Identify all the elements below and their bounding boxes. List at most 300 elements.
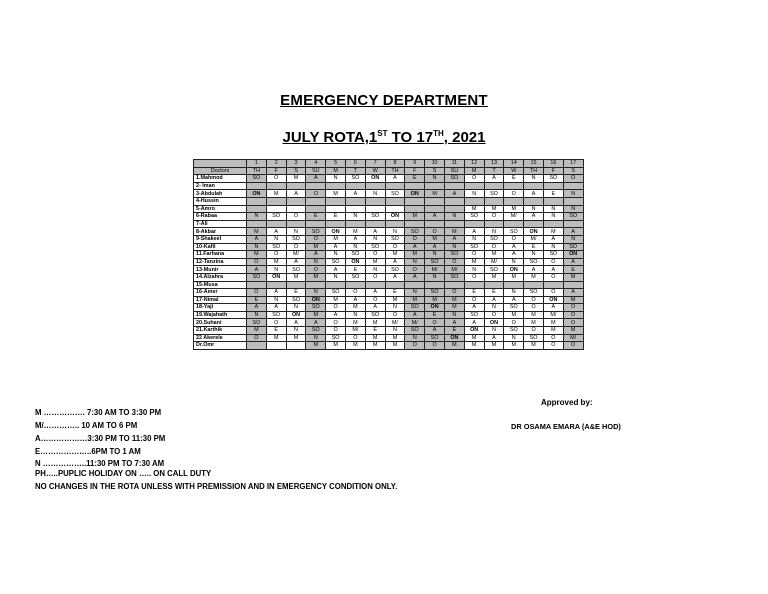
shift-cell: SO bbox=[385, 266, 405, 274]
shift-cell bbox=[326, 197, 346, 205]
shift-cell: M/ bbox=[444, 266, 464, 274]
shift-cell bbox=[464, 281, 484, 289]
shift-cell: O bbox=[484, 311, 504, 319]
date-header: 7 bbox=[365, 160, 385, 168]
shift-cell: N bbox=[543, 243, 563, 251]
shift-cell bbox=[444, 220, 464, 228]
shift-cell bbox=[306, 281, 326, 289]
shift-cell: SO bbox=[484, 266, 504, 274]
shift-cell bbox=[247, 220, 267, 228]
rota-subtitle bbox=[0, 129, 768, 146]
shift-cell: O bbox=[326, 304, 346, 312]
shift-cell: A bbox=[405, 311, 425, 319]
shift-cell: N bbox=[385, 327, 405, 335]
doctor-row bbox=[194, 175, 584, 183]
shift-cell: SO bbox=[326, 258, 346, 266]
shift-cell: N bbox=[266, 235, 286, 243]
doctor-name: 3-Abdulah bbox=[194, 190, 247, 198]
shift-cell: A bbox=[504, 296, 524, 304]
shift-cell: N bbox=[543, 213, 563, 221]
shift-cell: N bbox=[306, 289, 326, 297]
legend-line-ph-on: PH…..PUPLIC HOLIDAY ON ….. ON CALL DUTY bbox=[35, 469, 212, 478]
shift-cell: A bbox=[504, 251, 524, 259]
doctor-name: 14.Alzahra bbox=[194, 273, 247, 281]
doctor-name: 13-Munir bbox=[194, 266, 247, 274]
shift-cell: M bbox=[306, 243, 326, 251]
shift-cell bbox=[563, 197, 583, 205]
shift-cell: N bbox=[247, 311, 267, 319]
shift-cell bbox=[563, 220, 583, 228]
shift-cell: SO bbox=[345, 175, 365, 183]
shift-cell: M bbox=[385, 296, 405, 304]
shift-cell: O bbox=[464, 175, 484, 183]
shift-cell bbox=[524, 281, 544, 289]
shift-cell bbox=[524, 182, 544, 190]
shift-cell: M bbox=[444, 342, 464, 350]
shift-cell bbox=[484, 182, 504, 190]
rota-table bbox=[193, 159, 584, 350]
shift-cell: N bbox=[345, 243, 365, 251]
shift-cell: SO bbox=[543, 251, 563, 259]
shift-cell: A bbox=[306, 251, 326, 259]
shift-cell: A bbox=[365, 289, 385, 297]
shift-cell: O bbox=[385, 243, 405, 251]
shift-cell: SO bbox=[385, 235, 405, 243]
shift-cell: SO bbox=[504, 327, 524, 335]
shift-cell bbox=[484, 281, 504, 289]
shift-cell bbox=[345, 281, 365, 289]
approver-name: DR OSAMA EMARA (A&E HOD) bbox=[511, 422, 621, 431]
shift-cell bbox=[425, 182, 445, 190]
shift-cell: A bbox=[286, 319, 306, 327]
date-header: 4 bbox=[306, 160, 326, 168]
shift-cell: M/ bbox=[563, 334, 583, 342]
shift-cell: E bbox=[306, 213, 326, 221]
shift-cell: SO bbox=[266, 213, 286, 221]
shift-cell: E bbox=[464, 289, 484, 297]
shift-cell: SO bbox=[464, 213, 484, 221]
date-header: 6 bbox=[345, 160, 365, 168]
shift-cell bbox=[306, 220, 326, 228]
shift-cell: A bbox=[286, 258, 306, 266]
shift-cell: M bbox=[504, 342, 524, 350]
shift-cell: ON bbox=[326, 228, 346, 236]
shift-cell bbox=[247, 197, 267, 205]
doctor-name: 16-Amer bbox=[194, 289, 247, 297]
shift-cell bbox=[286, 281, 306, 289]
shift-cell bbox=[425, 281, 445, 289]
subtitle-sup-1: ST bbox=[377, 129, 388, 138]
shift-cell bbox=[504, 197, 524, 205]
shift-cell bbox=[405, 220, 425, 228]
shift-cell: N bbox=[563, 205, 583, 213]
shift-cell: A bbox=[524, 213, 544, 221]
shift-cell: M bbox=[345, 319, 365, 327]
date-header: 10 bbox=[425, 160, 445, 168]
shift-cell: A bbox=[444, 319, 464, 327]
shift-cell: SO bbox=[306, 304, 326, 312]
date-header: 5 bbox=[326, 160, 346, 168]
doctor-name: 18-Yaji bbox=[194, 304, 247, 312]
shift-cell: O bbox=[405, 342, 425, 350]
shift-cell: E bbox=[365, 327, 385, 335]
shift-cell: O bbox=[405, 235, 425, 243]
shift-cell: N bbox=[385, 304, 405, 312]
shift-cell: N bbox=[286, 228, 306, 236]
shift-cell: O bbox=[543, 334, 563, 342]
shift-cell bbox=[405, 205, 425, 213]
weekday-header: T bbox=[484, 167, 504, 175]
shift-cell: N bbox=[543, 205, 563, 213]
shift-cell: N bbox=[286, 304, 306, 312]
shift-cell: N bbox=[484, 228, 504, 236]
doctor-name: Dr.Omr bbox=[194, 342, 247, 350]
shift-cell: SO bbox=[405, 228, 425, 236]
weekday-header: M bbox=[326, 167, 346, 175]
date-header: 16 bbox=[543, 160, 563, 168]
shift-cell: M bbox=[385, 342, 405, 350]
shift-cell: M/ bbox=[484, 258, 504, 266]
shift-cell: A bbox=[563, 228, 583, 236]
shift-cell: M bbox=[563, 327, 583, 335]
shift-cell bbox=[326, 205, 346, 213]
shift-cell: M bbox=[464, 258, 484, 266]
shift-cell bbox=[266, 342, 286, 350]
shift-cell: E bbox=[444, 327, 464, 335]
shift-cell: SO bbox=[464, 311, 484, 319]
doctor-name: 20.Suhani bbox=[194, 319, 247, 327]
shift-cell: N bbox=[326, 175, 346, 183]
shift-cell: ON bbox=[247, 190, 267, 198]
shift-cell: O bbox=[326, 327, 346, 335]
shift-cell bbox=[524, 197, 544, 205]
shift-cell: N bbox=[484, 304, 504, 312]
shift-cell: N bbox=[365, 235, 385, 243]
shift-cell: SO bbox=[405, 327, 425, 335]
shift-cell: A bbox=[385, 258, 405, 266]
shift-cell bbox=[385, 182, 405, 190]
shift-cell bbox=[563, 182, 583, 190]
shift-cell: M bbox=[464, 334, 484, 342]
shift-cell: M bbox=[484, 273, 504, 281]
shift-cell: N bbox=[365, 266, 385, 274]
doctor-name: 9-Shakeel bbox=[194, 235, 247, 243]
shift-cell: M bbox=[563, 273, 583, 281]
shift-cell: A bbox=[524, 190, 544, 198]
shift-cell bbox=[543, 197, 563, 205]
shift-cell: A bbox=[345, 190, 365, 198]
shift-cell: SO bbox=[365, 213, 385, 221]
shift-cell: M bbox=[326, 190, 346, 198]
shift-cell: SO bbox=[563, 213, 583, 221]
legend-line-m: M ……………. 7:30 AM TO 3:30 PM bbox=[35, 408, 162, 417]
shift-cell: M bbox=[365, 258, 385, 266]
shift-cell: SO bbox=[266, 311, 286, 319]
shift-cell: M bbox=[286, 175, 306, 183]
shift-cell bbox=[425, 197, 445, 205]
shift-cell bbox=[286, 197, 306, 205]
shift-cell bbox=[286, 342, 306, 350]
shift-cell: SO bbox=[543, 175, 563, 183]
shift-cell: A bbox=[543, 266, 563, 274]
shift-cell: N bbox=[563, 235, 583, 243]
shift-cell bbox=[266, 281, 286, 289]
shift-cell: SO bbox=[247, 175, 267, 183]
shift-cell: N bbox=[306, 334, 326, 342]
shift-cell: N bbox=[524, 175, 544, 183]
weekday-header: TH bbox=[385, 167, 405, 175]
shift-cell bbox=[247, 205, 267, 213]
shift-cell: SO bbox=[365, 243, 385, 251]
shift-cell bbox=[504, 220, 524, 228]
shift-cell: ON bbox=[425, 304, 445, 312]
doctor-name: 4-Hussin bbox=[194, 197, 247, 205]
shift-cell: M bbox=[543, 228, 563, 236]
date-header: 3 bbox=[286, 160, 306, 168]
subtitle-prefix: JULY ROTA,1 bbox=[282, 129, 378, 146]
shift-cell: O bbox=[286, 213, 306, 221]
shift-cell bbox=[444, 205, 464, 213]
shift-cell bbox=[365, 220, 385, 228]
shift-cell bbox=[306, 182, 326, 190]
shift-cell: E bbox=[563, 266, 583, 274]
date-header: 11 bbox=[444, 160, 464, 168]
shift-cell: O bbox=[365, 296, 385, 304]
shift-cell bbox=[464, 220, 484, 228]
doctor-name: 8-Akbar bbox=[194, 228, 247, 236]
shift-cell: O bbox=[504, 319, 524, 327]
shift-cell: ON bbox=[484, 319, 504, 327]
shift-cell: M/ bbox=[425, 266, 445, 274]
shift-cell: N bbox=[524, 205, 544, 213]
weekday-header: SU bbox=[306, 167, 326, 175]
shift-cell: M bbox=[524, 311, 544, 319]
shift-cell: O bbox=[306, 266, 326, 274]
shift-cell bbox=[345, 220, 365, 228]
shift-cell: ON bbox=[306, 296, 326, 304]
shift-cell: N bbox=[365, 190, 385, 198]
shift-cell: M bbox=[444, 304, 464, 312]
shift-cell: M bbox=[345, 304, 365, 312]
shift-cell: M/ bbox=[405, 319, 425, 327]
shift-cell: M bbox=[385, 334, 405, 342]
shift-cell: N bbox=[286, 327, 306, 335]
shift-cell: O bbox=[247, 334, 267, 342]
shift-cell bbox=[484, 220, 504, 228]
shift-cell: SO bbox=[247, 319, 267, 327]
shift-cell: M/ bbox=[385, 319, 405, 327]
shift-cell: O bbox=[306, 190, 326, 198]
shift-cell: A bbox=[306, 319, 326, 327]
shift-cell: E bbox=[345, 266, 365, 274]
shift-cell: N bbox=[425, 251, 445, 259]
shift-cell: A bbox=[385, 273, 405, 281]
page-title: EMERGENCY DEPARTMENT bbox=[280, 92, 488, 109]
shift-cell: O bbox=[286, 243, 306, 251]
shift-cell bbox=[484, 197, 504, 205]
shift-cell: A bbox=[326, 266, 346, 274]
shift-cell: O bbox=[563, 342, 583, 350]
shift-cell: N bbox=[425, 175, 445, 183]
shift-cell: M bbox=[484, 205, 504, 213]
shift-cell: N bbox=[444, 243, 464, 251]
shift-cell: E bbox=[405, 175, 425, 183]
shift-cell: A bbox=[524, 266, 544, 274]
shift-cell: N bbox=[484, 327, 504, 335]
doctor-name: 17-Nimal bbox=[194, 296, 247, 304]
shift-cell bbox=[464, 197, 484, 205]
shift-cell: O bbox=[504, 190, 524, 198]
shift-cell: SO bbox=[286, 266, 306, 274]
shift-cell: SO bbox=[444, 273, 464, 281]
doctors-column-header: Doctors bbox=[194, 167, 247, 175]
shift-cell bbox=[266, 197, 286, 205]
shift-cell: A bbox=[425, 327, 445, 335]
shift-cell: N bbox=[326, 273, 346, 281]
shift-cell bbox=[306, 197, 326, 205]
shift-cell: A bbox=[326, 243, 346, 251]
doctor-name: 10-Kafil bbox=[194, 243, 247, 251]
shift-cell: N bbox=[425, 273, 445, 281]
shift-cell bbox=[345, 182, 365, 190]
header-corner bbox=[194, 160, 247, 168]
weekday-header: F bbox=[543, 167, 563, 175]
shift-cell: SO bbox=[425, 334, 445, 342]
shift-cell: N bbox=[464, 235, 484, 243]
shift-cell: M bbox=[464, 342, 484, 350]
shift-cell bbox=[247, 342, 267, 350]
shift-cell: E bbox=[286, 289, 306, 297]
shift-cell bbox=[543, 281, 563, 289]
doctor-row bbox=[194, 334, 584, 342]
doctor-name: 7-Ali bbox=[194, 220, 247, 228]
shift-cell: M bbox=[345, 342, 365, 350]
shift-cell: O bbox=[425, 342, 445, 350]
shift-cell: N bbox=[266, 296, 286, 304]
shift-cell: A bbox=[306, 175, 326, 183]
doctor-name: 19.Wajahath bbox=[194, 311, 247, 319]
shift-cell: O bbox=[365, 273, 385, 281]
date-header: 14 bbox=[504, 160, 524, 168]
shift-cell: ON bbox=[385, 213, 405, 221]
shift-cell: O bbox=[464, 273, 484, 281]
doctor-row bbox=[194, 304, 584, 312]
doctor-name: 12-Tanzina bbox=[194, 258, 247, 266]
doctor-row bbox=[194, 296, 584, 304]
shift-cell: N bbox=[444, 311, 464, 319]
shift-cell: M bbox=[464, 205, 484, 213]
shift-cell: M bbox=[385, 251, 405, 259]
shift-cell: ON bbox=[266, 273, 286, 281]
shift-cell: N bbox=[385, 228, 405, 236]
doctor-name: 5-Amro bbox=[194, 205, 247, 213]
subtitle-middle: TO 17 bbox=[387, 129, 434, 146]
shift-cell: O bbox=[326, 319, 346, 327]
shift-cell: E bbox=[266, 327, 286, 335]
shift-cell: SO bbox=[425, 258, 445, 266]
doctor-row bbox=[194, 327, 584, 335]
shift-cell: SO bbox=[266, 243, 286, 251]
shift-cell: N bbox=[326, 251, 346, 259]
shift-cell bbox=[365, 182, 385, 190]
doctor-name: 22 Akerele bbox=[194, 334, 247, 342]
shift-cell: M bbox=[504, 311, 524, 319]
date-header: 17 bbox=[563, 160, 583, 168]
shift-cell: A bbox=[247, 266, 267, 274]
doctor-row bbox=[194, 319, 584, 327]
shift-cell bbox=[266, 182, 286, 190]
shift-cell: A bbox=[326, 311, 346, 319]
shift-cell: A bbox=[365, 228, 385, 236]
shift-cell: M bbox=[524, 342, 544, 350]
shift-cell bbox=[524, 220, 544, 228]
shift-cell: O bbox=[365, 251, 385, 259]
shift-cell: SO bbox=[306, 327, 326, 335]
doctor-row bbox=[194, 182, 584, 190]
shift-cell: ON bbox=[444, 334, 464, 342]
shift-cell: SO bbox=[484, 235, 504, 243]
shift-cell: A bbox=[405, 243, 425, 251]
weekday-header: M bbox=[464, 167, 484, 175]
shift-cell bbox=[326, 281, 346, 289]
shift-cell: O bbox=[484, 213, 504, 221]
shift-cell: SO bbox=[306, 228, 326, 236]
shift-cell: SO bbox=[425, 289, 445, 297]
shift-cell: E bbox=[543, 190, 563, 198]
subtitle-suffix: , 2021 bbox=[443, 129, 486, 146]
weekday-header: S bbox=[286, 167, 306, 175]
doctor-name: 2- Iman bbox=[194, 182, 247, 190]
shift-cell bbox=[345, 197, 365, 205]
doctor-row bbox=[194, 281, 584, 289]
shift-cell: O bbox=[425, 319, 445, 327]
shift-cell bbox=[306, 205, 326, 213]
shift-cell: O bbox=[345, 334, 365, 342]
doctor-row bbox=[194, 258, 584, 266]
shift-cell: A bbox=[286, 190, 306, 198]
shift-cell: SO bbox=[345, 251, 365, 259]
shift-cell: SO bbox=[286, 296, 306, 304]
shift-cell bbox=[405, 281, 425, 289]
header-row-weekdays bbox=[194, 167, 584, 175]
shift-cell: O bbox=[464, 251, 484, 259]
date-header: 13 bbox=[484, 160, 504, 168]
doctor-row bbox=[194, 197, 584, 205]
shift-cell: N bbox=[247, 243, 267, 251]
shift-cell: O bbox=[563, 319, 583, 327]
shift-cell: M bbox=[266, 334, 286, 342]
doctor-row bbox=[194, 251, 584, 259]
shift-cell bbox=[444, 281, 464, 289]
shift-cell bbox=[385, 197, 405, 205]
shift-cell: E bbox=[504, 175, 524, 183]
shift-cell bbox=[385, 281, 405, 289]
shift-cell: O bbox=[444, 289, 464, 297]
shift-cell bbox=[425, 220, 445, 228]
shift-cell: A bbox=[563, 258, 583, 266]
weekday-header: S bbox=[425, 167, 445, 175]
shift-cell: M bbox=[405, 213, 425, 221]
doctor-row bbox=[194, 190, 584, 198]
shift-cell bbox=[286, 220, 306, 228]
shift-cell: M bbox=[563, 296, 583, 304]
shift-cell: M bbox=[484, 251, 504, 259]
shift-cell bbox=[365, 281, 385, 289]
shift-cell: M bbox=[306, 273, 326, 281]
doctor-row bbox=[194, 205, 584, 213]
shift-cell bbox=[266, 205, 286, 213]
shift-cell: O bbox=[247, 289, 267, 297]
